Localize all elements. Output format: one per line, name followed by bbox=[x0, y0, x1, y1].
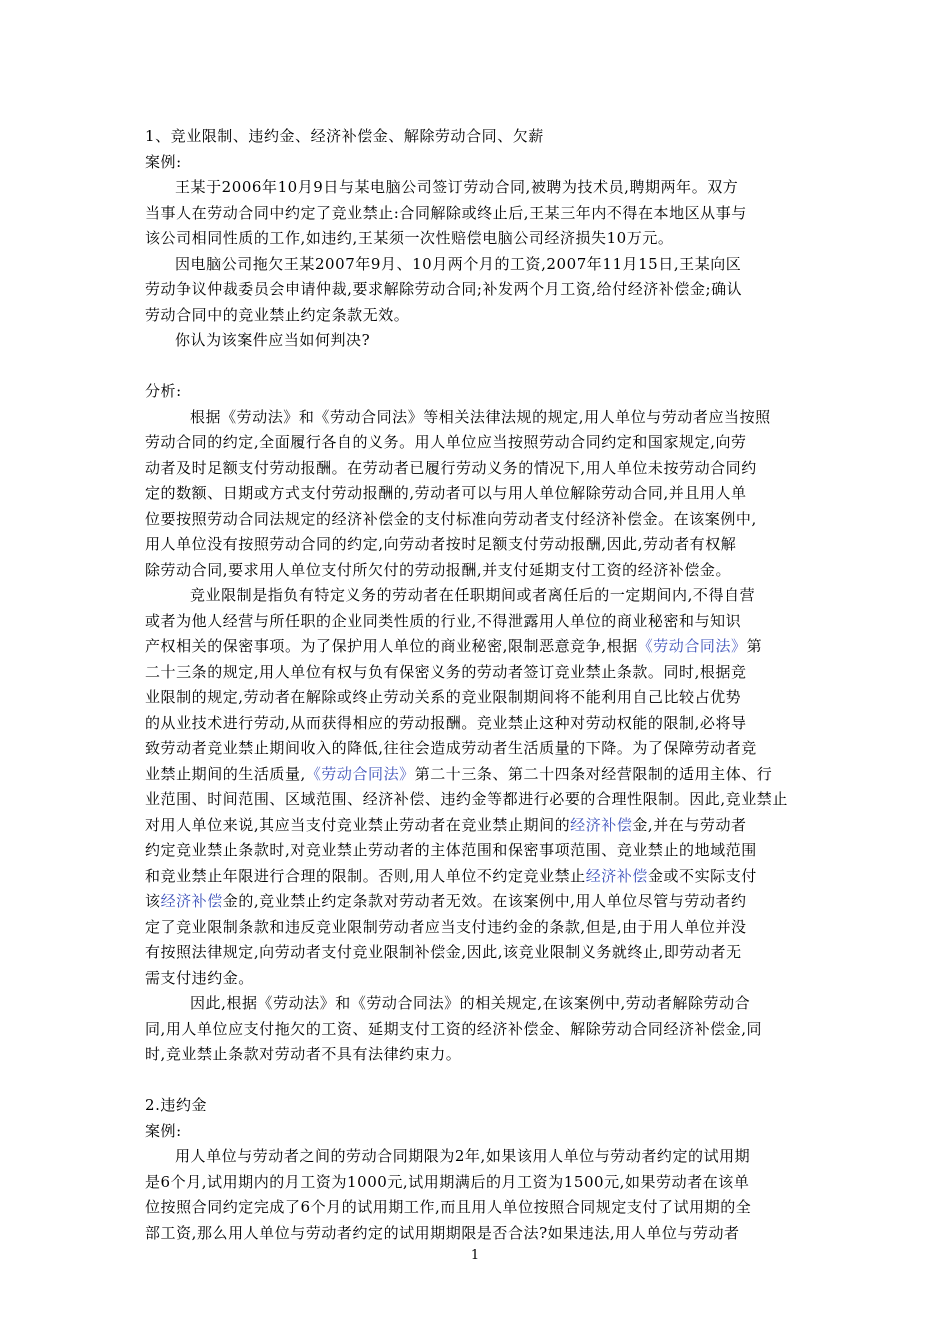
analysis-line: 竞业限制是指负有特定义务的劳动者在任职期间或者离任后的一定期间内,不得自营 bbox=[190, 586, 756, 604]
conclusion-line: 因此,根据《劳动法》和《劳动合同法》的相关规定,在该案例中,劳动者解除劳动合 bbox=[190, 994, 751, 1012]
case-line: 位按照合同约定完成了6个月的试用期工作,而且用人单位按照合同规定支付了试用期的全 bbox=[145, 1198, 752, 1216]
page-number: 1 bbox=[470, 1248, 480, 1263]
case-line: 劳动争议仲裁委员会申请仲裁,要求解除劳动合同;补发两个月工资,给付经济补偿金;确认 bbox=[145, 280, 743, 298]
text-span: 第 bbox=[746, 637, 763, 655]
text-span: 金,并在与劳动者 bbox=[632, 815, 747, 834]
analysis-line bbox=[145, 889, 810, 915]
analysis-line: 业限制的规定,劳动者在解除或终止劳动关系的竞业限制期间将不能利用自己比较占优势 bbox=[145, 688, 742, 706]
economic-compensation-link[interactable]: 经济补偿 bbox=[570, 815, 633, 834]
analysis-line: 根据《劳动法》和《劳动合同法》等相关法律法规的规定,用人单位与劳动者应当按照 bbox=[190, 407, 771, 426]
case-line: 因电脑公司拖欠王某2007年9月、10月两个月的工资,2007年11月15日,王某向区 bbox=[175, 254, 742, 273]
case-line: 该公司相同性质的工作,如违约,王某须一次性赔偿电脑公司经济损失10万元。 bbox=[145, 229, 674, 247]
labor-contract-law-link[interactable]: 《劳动合同法》 bbox=[305, 764, 415, 783]
labor-contract-law-link[interactable]: 《劳动合同法》 bbox=[637, 637, 747, 655]
analysis-line bbox=[145, 813, 810, 839]
case-line: 用人单位与劳动者之间的劳动合同期限为2年,如果该用人单位与劳动者约定的试用期 bbox=[175, 1147, 751, 1165]
analysis-line: 业范围、时间范围、区域范围、经济补偿、违约金等都进行必要的合理性限制。因此,竞业禁止 bbox=[145, 790, 788, 808]
case-line: 王某于2006年10月9日与某电脑公司签订劳动合同,被聘为技术员,聘期两年。双方 bbox=[175, 178, 739, 196]
text-span: 和竞业禁止年限进行合理的限制。否则,用人单位不约定竞业禁止 bbox=[145, 866, 586, 885]
document-page bbox=[145, 124, 810, 1246]
text-span: 对用人单位来说,其应当支付竞业禁止劳动者在竞业禁止期间的 bbox=[145, 815, 571, 834]
analysis-line bbox=[145, 864, 810, 890]
case-label: 案例: bbox=[145, 1121, 182, 1140]
analysis-line: 动者及时足额支付劳动报酬。在劳动者已履行劳动义务的情况下,用人单位未按劳动合同约 bbox=[145, 458, 757, 477]
text-span: 金或不实际支付 bbox=[647, 866, 757, 885]
analysis-label: 分析: bbox=[145, 382, 182, 400]
case-line: 当事人在劳动合同中约定了竞业禁止:合同解除或终止后,王某三年内不得在本地区从事与 bbox=[145, 203, 747, 222]
text-span: 该 bbox=[145, 892, 161, 910]
conclusion-line: 同,用人单位应支付拖欠的工资、延期支付工资的经济补偿金、解除劳动合同经济补偿金,同 bbox=[145, 1019, 763, 1038]
economic-compensation-link[interactable]: 经济补偿 bbox=[160, 892, 223, 910]
text-span: 金的,竞业禁止约定条款对劳动者无效。在该案例中,用人单位尽管与劳动者约 bbox=[222, 892, 747, 910]
text-span: 业禁止期间的生活质量, bbox=[145, 764, 306, 783]
analysis-line: 位要按照劳动合同法规定的经济补偿金的支付标准向劳动者支付经济补偿金。在该案例中, bbox=[145, 509, 757, 528]
text-span: 产权相关的保密事项。为了保护用人单位的商业秘密,限制恶意竞争,根据 bbox=[145, 637, 638, 655]
analysis-line: 用人单位没有按照劳动合同的约定,向劳动者按时足额支付劳动报酬,因此,劳动者有权解 bbox=[145, 535, 737, 553]
analysis-line bbox=[145, 762, 810, 788]
analysis-line: 劳动合同的约定,全面履行各自的义务。用人单位应当按照劳动合同约定和国家规定,向劳 bbox=[145, 433, 747, 451]
analysis-line: 的从业技术进行劳动,从而获得相应的劳动报酬。竞业禁止这种对劳动权能的限制,必将导 bbox=[145, 713, 747, 732]
analysis-line bbox=[145, 634, 810, 660]
conclusion-line: 时,竞业禁止条款对劳动者不具有法律约束力。 bbox=[145, 1045, 462, 1063]
analysis-line: 定了竞业限制条款和违反竞业限制劳动者应当支付违约金的条款,但是,由于用人单位并没 bbox=[145, 917, 747, 936]
analysis-line: 有按照法律规定,向劳动者支付竞业限制补偿金,因此,该竞业限制义务就终止,即劳动者无 bbox=[145, 943, 742, 961]
case-line: 劳动合同中的竞业禁止约定条款无效。 bbox=[145, 305, 410, 324]
analysis-line: 致劳动者竞业禁止期间收入的降低,往往会造成劳动者生活质量的下降。为了保障劳动者竞 bbox=[145, 739, 757, 757]
case-line: 是6个月,试用期内的月工资为1000元,试用期满后的月工资为1500元,如果劳动者在该单 bbox=[145, 1172, 750, 1191]
analysis-line: 除劳动合同,要求用人单位支付所欠付的劳动报酬,并支付延期支付工资的经济补偿金。 bbox=[145, 560, 731, 579]
case-label: 案例: bbox=[145, 152, 182, 171]
analysis-line: 需支付违约金。 bbox=[145, 968, 254, 987]
text-span: 第二十三条、第二十四条对经营限制的适用主体、行 bbox=[414, 764, 773, 783]
section1-heading: 1、竞业限制、违约金、经济补偿金、解除劳动合同、欠薪 bbox=[145, 127, 544, 145]
section2-heading: 2.违约金 bbox=[145, 1096, 208, 1114]
case-line: 部工资,那么用人单位与劳动者约定的试用期期限是否合法?如果违法,用人单位与劳动者 bbox=[145, 1223, 740, 1242]
analysis-line: 约定竞业禁止条款时,对竞业禁止劳动者的主体范围和保密事项范围、竞业禁止的地域范围 bbox=[145, 841, 757, 859]
analysis-line: 二十三条的规定,用人单位有权与负有保密义务的劳动者签订竞业禁止条款。同时,根据竞 bbox=[145, 662, 747, 681]
case-question: 你认为该案件应当如何判决? bbox=[175, 331, 371, 349]
economic-compensation-link[interactable]: 经济补偿 bbox=[585, 866, 648, 885]
analysis-line: 或者为他人经营与所任职的企业同类性质的行业,不得泄露用人单位的商业秘密和与知识 bbox=[145, 611, 742, 630]
analysis-line: 定的数额、日期或方式支付劳动报酬的,劳动者可以与用人单位解除劳动合同,并且用人单 bbox=[145, 484, 747, 502]
